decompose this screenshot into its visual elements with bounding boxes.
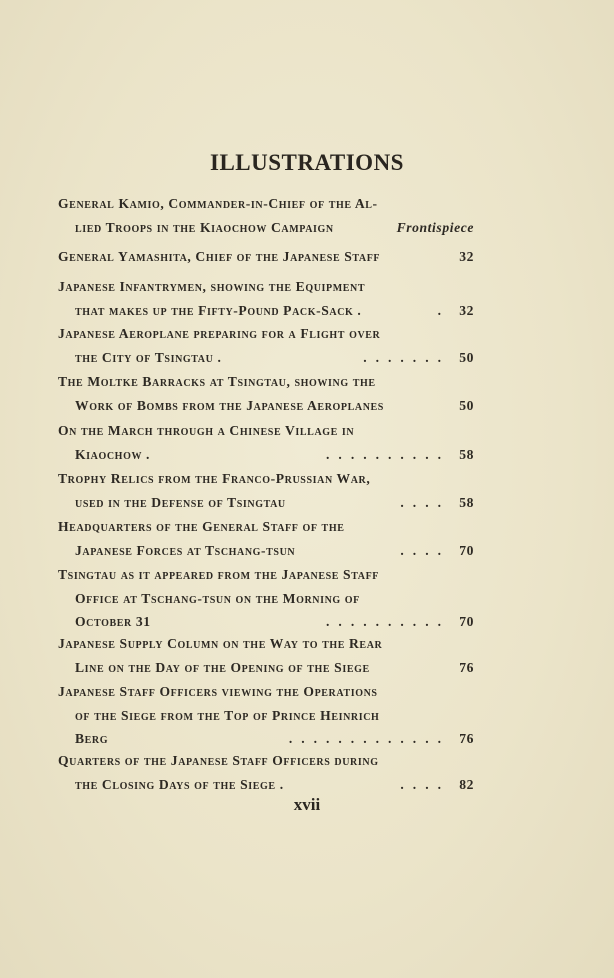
entry-text: On the March through a Chinese Village in bbox=[58, 423, 355, 438]
page-number: 70 bbox=[459, 614, 474, 629]
leader-dots: .... bbox=[400, 494, 450, 510]
list-item bbox=[58, 419, 474, 466]
list-item bbox=[58, 680, 474, 751]
entry-text: Japanese Forces at Tschang-tsun bbox=[75, 542, 296, 558]
page-number: Frontispiece bbox=[396, 219, 474, 235]
list-item bbox=[58, 632, 474, 679]
entry-text: General Yamashita, Chief of the Japanese Staff bbox=[58, 249, 381, 264]
entry-text: General Kamio, Commander-in-Chief of the Al- bbox=[58, 196, 378, 211]
list-item bbox=[58, 192, 474, 239]
page-number: 70 bbox=[459, 542, 474, 558]
page-number: 76 bbox=[459, 659, 474, 675]
page-title: ILLUSTRATIONS bbox=[210, 150, 404, 175]
list-item bbox=[58, 467, 474, 514]
page-number: 58 bbox=[459, 494, 474, 510]
page-number: 32 bbox=[459, 249, 474, 264]
entry-text: Trophy Relics from the Franco-Prussian War, bbox=[58, 471, 371, 486]
entry-text: used in the Defense of Tsingtau bbox=[75, 494, 286, 510]
entry-text: that makes up the Fifty-Pound Pack-Sack . bbox=[75, 302, 362, 318]
leader-dots: .... bbox=[400, 776, 450, 792]
list-item bbox=[58, 370, 474, 417]
page-number: 76 bbox=[459, 731, 474, 746]
list-item bbox=[58, 563, 474, 634]
page-number: 82 bbox=[459, 776, 474, 792]
page-number: 58 bbox=[459, 446, 474, 462]
list-item bbox=[58, 245, 474, 269]
entry-text: Kiaochow . bbox=[75, 446, 151, 462]
leader-dots: .......... bbox=[326, 446, 450, 462]
entry-text: Japanese Supply Column on the Way to the Rear bbox=[58, 636, 383, 651]
leader-dots: .......... bbox=[326, 614, 450, 629]
leader-dots: . bbox=[437, 302, 450, 318]
list-item bbox=[58, 275, 474, 322]
entry-text: of the Siege from the Top of Prince Heinrich bbox=[75, 707, 380, 723]
entry-text: Quarters of the Japanese Staff Officers during bbox=[58, 753, 379, 768]
entry-text: The Moltke Barracks at Tsingtau, showing the bbox=[58, 374, 376, 389]
entry-text: Office at Tschang-tsun on the Morning of bbox=[75, 590, 360, 606]
list-item bbox=[58, 749, 474, 796]
page-folio: xvii bbox=[293, 795, 321, 814]
leader-dots: ............. bbox=[288, 731, 450, 746]
list-item bbox=[58, 515, 474, 562]
entry-text: Berg bbox=[75, 731, 109, 746]
entry-text: Japanese Staff Officers viewing the Operations bbox=[58, 684, 378, 699]
entry-text: Headquarters of the General Staff of the bbox=[58, 519, 345, 534]
entry-text: the Closing Days of the Siege . bbox=[75, 776, 284, 792]
page-number: 50 bbox=[459, 397, 474, 413]
entry-text: October 31 bbox=[75, 614, 151, 629]
entry-text: Tsingtau as it appeared from the Japanese Staff bbox=[58, 567, 379, 582]
list-item bbox=[58, 322, 474, 369]
entry-text: Line on the Day of the Opening of the Siege bbox=[75, 659, 370, 675]
entry-text: Work of Bombs from the Japanese Aeroplanes bbox=[75, 397, 384, 413]
entry-text: Japanese Aeroplane preparing for a Flight over bbox=[58, 326, 381, 341]
entry-text: the City of Tsingtau . bbox=[75, 349, 222, 365]
entry-text: lied Troops in the Kiaochow Campaign bbox=[75, 219, 334, 235]
page-number: 50 bbox=[459, 349, 474, 365]
leader-dots: .... bbox=[400, 542, 450, 558]
entry-text: Japanese Infantrymen, showing the Equipment bbox=[58, 279, 366, 294]
leader-dots: ....... bbox=[363, 349, 450, 365]
page-number: 32 bbox=[459, 302, 474, 318]
